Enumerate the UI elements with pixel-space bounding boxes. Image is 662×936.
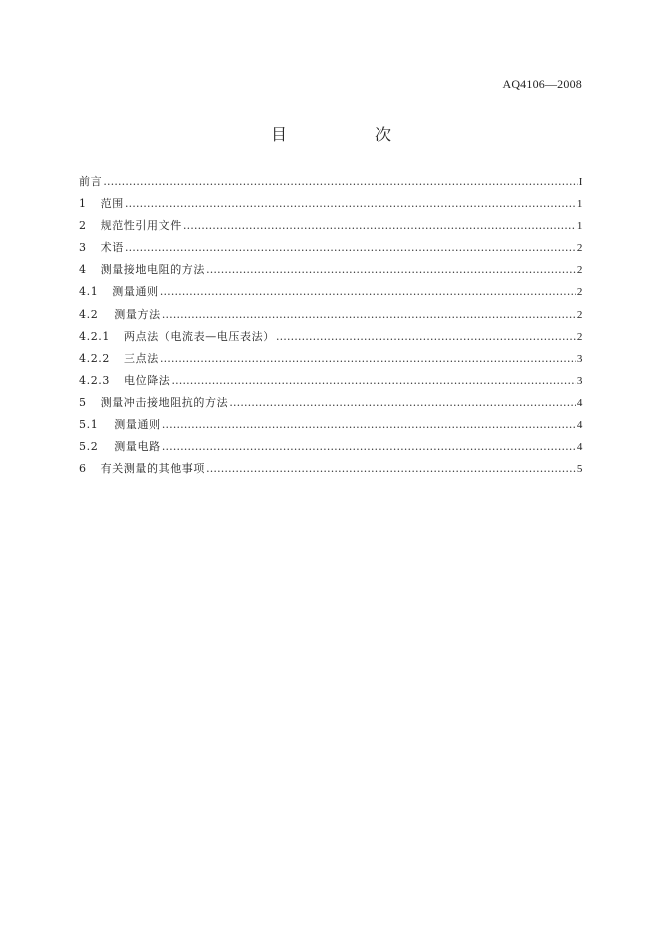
toc-entry-title: 测量电路 <box>114 440 161 454</box>
toc-entry-number: 1 <box>79 197 87 211</box>
dot-leader <box>125 197 576 210</box>
toc-entry-number: 4.1 <box>79 285 99 299</box>
toc-entry-page: 4 <box>576 396 583 409</box>
toc-entry-title: 测量通则 <box>112 285 159 299</box>
toc-entry-title: 两点法（电流表—电压表法） <box>124 329 275 343</box>
dot-leader <box>162 418 576 431</box>
toc-entry-6[interactable] <box>79 460 583 482</box>
toc-entry-page: 1 <box>576 198 583 211</box>
toc-entry-4[interactable] <box>79 261 583 283</box>
dot-leader <box>229 396 576 409</box>
dot-leader <box>162 440 576 453</box>
toc-entry-number: 6 <box>79 462 87 476</box>
toc-entry-title: 术语 <box>100 241 124 255</box>
toc-entry-title: 测量接地电阻的方法 <box>100 263 206 277</box>
toc-entry-5-1[interactable] <box>79 416 583 438</box>
toc-entry-title: 规范性引用文件 <box>100 219 182 233</box>
toc-entry-title: 测量通则 <box>114 418 161 432</box>
toc-entry-4-2-3[interactable] <box>79 372 583 394</box>
toc-entry-title: 前言 <box>79 175 103 188</box>
toc-entry-4-2-1[interactable] <box>79 328 583 350</box>
dot-leader <box>276 330 576 343</box>
toc-entry-3[interactable] <box>79 239 583 261</box>
toc-entry-number: 4.2 <box>79 307 99 321</box>
toc-entry-number: 5 <box>79 395 87 409</box>
toc-entry-title: 范围 <box>100 197 124 211</box>
table-of-contents <box>79 173 583 482</box>
toc-entry-page: 4 <box>576 441 583 454</box>
toc-entry-5[interactable] <box>79 394 583 416</box>
toc-entry-4-1[interactable] <box>79 283 583 305</box>
toc-entry-page: 2 <box>576 308 583 321</box>
toc-entry-title: 电位降法 <box>124 373 171 387</box>
toc-entry-page: 4 <box>576 419 583 432</box>
dot-leader <box>171 374 575 387</box>
toc-entry-title: 三点法 <box>124 351 159 365</box>
toc-entry-page: 3 <box>576 374 583 387</box>
toc-entry-number: 2 <box>79 219 87 233</box>
toc-entry-number: 3 <box>79 241 87 255</box>
toc-entry-title: 测量冲击接地阻抗的方法 <box>100 395 229 409</box>
toc-entry-number: 4 <box>79 263 87 277</box>
dot-leader <box>125 241 576 254</box>
toc-entry-page: 2 <box>576 264 583 277</box>
toc-entry-page: 5 <box>576 463 583 476</box>
dot-leader <box>162 308 576 321</box>
toc-entry-4-2[interactable] <box>79 306 583 328</box>
toc-entry-page: I <box>578 176 583 188</box>
toc-entry-5-2[interactable] <box>79 438 583 460</box>
toc-entry-number: 5.2 <box>79 440 99 454</box>
toc-entry-title: 有关测量的其他事项 <box>100 462 206 476</box>
dot-leader <box>160 352 576 365</box>
dot-leader <box>206 263 576 276</box>
toc-entry-page: 1 <box>576 220 583 233</box>
toc-entry-1[interactable] <box>79 195 583 217</box>
dot-leader <box>183 219 576 232</box>
toc-entry-page: 2 <box>576 286 583 299</box>
toc-entry-title: 测量方法 <box>114 307 161 321</box>
toc-title: 目 次 <box>270 125 427 144</box>
dot-leader <box>103 175 578 188</box>
toc-entry-page: 2 <box>576 330 583 343</box>
toc-entry-page: 2 <box>576 242 583 255</box>
dot-leader <box>206 462 576 475</box>
toc-entry-number: 4.2.3 <box>79 373 110 387</box>
toc-entry-foreword[interactable] <box>79 173 583 195</box>
toc-entry-4-2-2[interactable] <box>79 350 583 372</box>
toc-entry-number: 4.2.2 <box>79 351 110 365</box>
toc-entry-number: 4.2.1 <box>79 329 110 343</box>
toc-entry-page: 3 <box>576 352 583 365</box>
dot-leader <box>160 285 576 298</box>
toc-entry-number: 5.1 <box>79 418 99 432</box>
toc-entry-2[interactable] <box>79 217 583 239</box>
standard-code: AQ4106—2008 <box>502 77 582 91</box>
